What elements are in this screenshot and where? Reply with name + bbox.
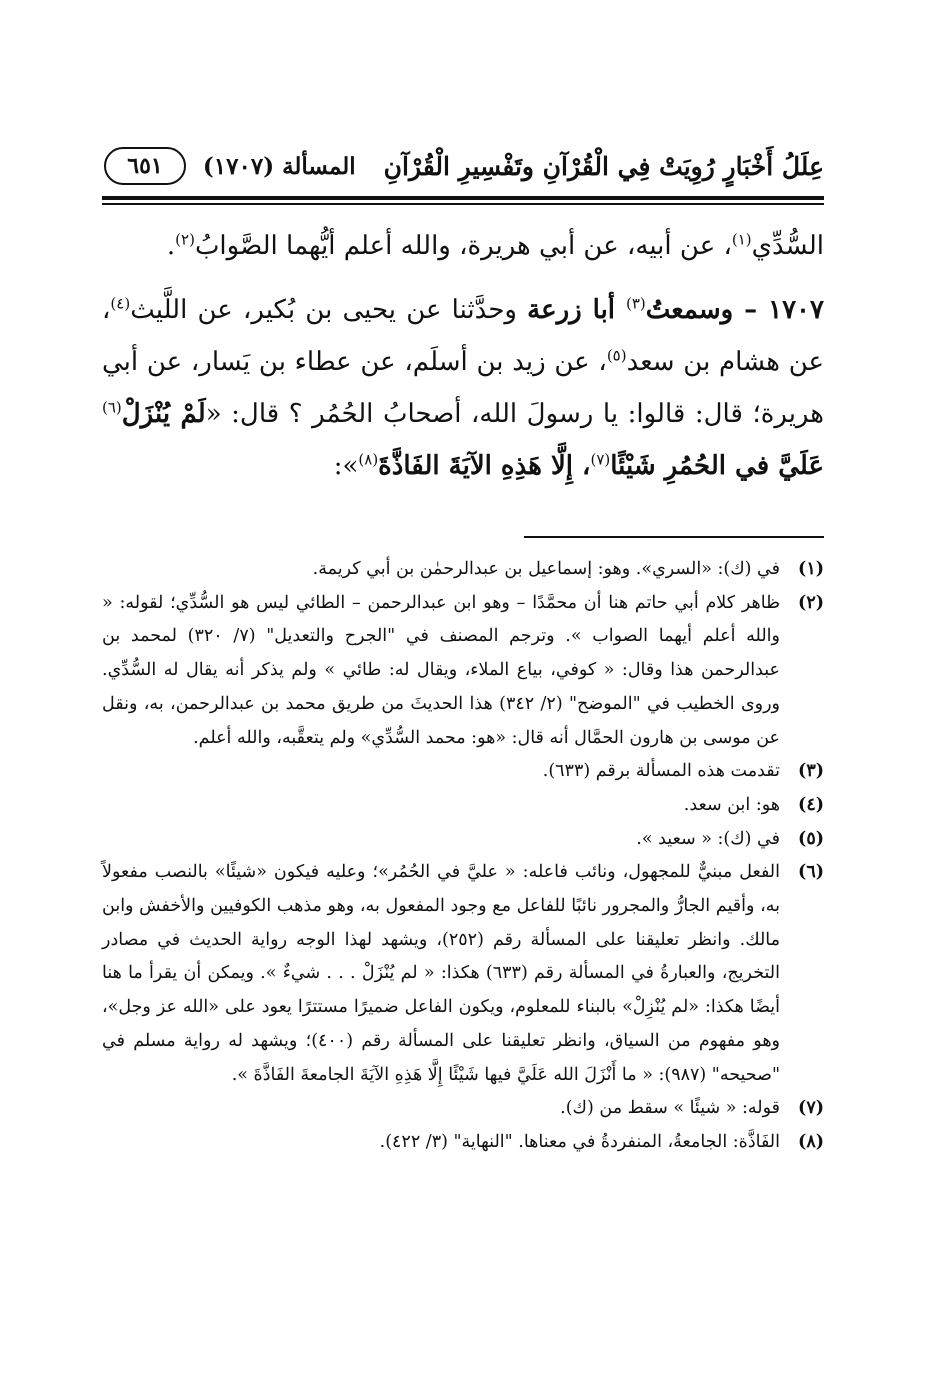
footnote-text: الفعل مبنيٌّ للمجهول، ونائب فاعله: « عليَّ في الحُمُر»؛ وعليه فيكون «شيئًا» بالنصب مفعولاً به، وأقيم الجارُّ والمجرور نائبًا للفاعل مع وجود المفعول به، وهو مذهب الكوفيين والأخفش وابن مالك. وانظر تعليقنا على المسألة رقم (٢٥٢)، ويشهد لهذا الوجه رواية الحديث في مصادر التخريج، والعبارةُ في المسألة رقم (٦٣٣) هكذا: « لم يُنْزَلْ . . . شيءٌ ». ويمكن أن يقرأ ما هنا أيضًا هكذا: «لم يُنْزِلْ» بالبناء للمعلوم، ويكون الفاعل ضميرًا مستترًا يعود على «الله عز وجل»، وهو مفهوم من السياق، وانظر تعليقنا على المسألة رقم (٤٠٠)؛ ويشهد له رواية مسلم في "صحيحه" (٩٨٧): « ما أَنْزَلَ الله عَلَيَّ فيها شَيْئًا إِلَّا هَذِهِ الآيَةَ الجامعةَ الفَاذَّةَ ».: [102, 862, 781, 1085]
footnote-number: (٣): [798, 761, 824, 782]
footnote-ref-4: (٤): [110, 294, 131, 313]
footnote-number: (٢): [798, 592, 824, 613]
header-rule-thick: [102, 196, 824, 200]
hadith-text: عَلَيَّ في الحُمُرِ شَيْئًا: [610, 451, 824, 481]
hadith-text: ، إِلَّا هَذِهِ الآيَةَ الفَاذَّةَ: [378, 451, 591, 481]
header-titles: [203, 152, 824, 181]
footnotes: [102, 553, 824, 1160]
text-run: .: [166, 231, 176, 261]
narrator-name: أبا زرعة: [527, 295, 626, 325]
footnote-separator: [524, 536, 824, 538]
footnote-ref-5: (٥): [606, 346, 627, 365]
footnote-text: ظاهر كلام أبي حاتم هنا أن محمَّدًا – وهو ابن عبدالرحمن – الطائي ليس هو السُّدِّي؛ لقوله: « والله أعلم أيهما الصواب ». وترجم المصنف في "الجرح والتعديل" (٧/ ٣٢٠) لمحمد بن عبدالرحمن هذا وقال: « كوفي، بياع الملاء، ويقال له: طائي » ولم يذكر أنه يقال له السُّدِّي. وروى الخطيب في "الموضح" (٢/ ٣٤٢) هذا الحديثَ من طريق محمد بن عبدالرحمن، به، ونقل عن موسى بن هارون الحمَّال أنه قال: «هو: محمد السُّدِّي» ولم يتعقَّبه، والله أعلم.: [102, 592, 780, 748]
hadith-text: لَمْ يُنْزَلْ: [121, 399, 206, 429]
footnote-text: قوله: « شيئًا » سقط من (ك).: [560, 1098, 780, 1119]
footnote-text: هو: ابن سعد.: [683, 794, 780, 815]
footnote-8: [102, 1126, 824, 1160]
footnote-text: تقدمت هذه المسألة برقم (٦٣٣).: [542, 761, 780, 782]
footnote-ref-1: (١): [731, 230, 752, 249]
footnote-text: في (ك): « سعيد ».: [636, 828, 780, 849]
footnote-5: [102, 823, 824, 857]
text-run: ، عن هشام بن سعد: [102, 295, 825, 377]
footnote-ref-2: (٢): [175, 230, 195, 249]
page-header: [104, 140, 824, 192]
text-run: السُّدِّي: [751, 231, 824, 261]
footnote-ref-3: (٣): [625, 294, 646, 313]
main-text: [102, 220, 824, 492]
text-run: – وسمعتُ: [645, 295, 769, 325]
footnote-2: [102, 587, 824, 756]
footnote-6: [102, 856, 824, 1092]
footnote-number: (٨): [798, 1131, 824, 1152]
footnote-number: (٦): [798, 862, 824, 883]
footnote-ref-6: (٦): [102, 398, 122, 417]
footnote-number: (٤): [798, 794, 824, 815]
footnote-text: الفَاذَّة: الجامعةُ، المنفردةُ في معناها. "النهاية" (٣/ ٤٢٢).: [379, 1131, 780, 1152]
footnote-number: (٥): [798, 828, 824, 849]
text-run: »:: [333, 451, 359, 481]
entry-number: ١٧٠٧: [768, 295, 824, 325]
page-number-badge: ٦٥١: [104, 147, 186, 185]
footnote-7: [102, 1092, 824, 1126]
footnote-number: (١): [798, 559, 824, 579]
main-paragraph-continuation: [102, 220, 824, 272]
footnote-4: [102, 789, 824, 823]
issue-label: المسألة (١٧٠٧): [202, 152, 356, 180]
footnote-ref-8: (٨): [358, 450, 379, 469]
footnote-1: [102, 553, 824, 587]
footnote-ref-7: (٧): [590, 450, 611, 469]
footnote-text: في (ك): «السري». وهو: إسماعيل بن عبدالرحمٰن بن أبي كريمة.: [312, 559, 780, 579]
footnote-number: (٧): [798, 1098, 824, 1119]
main-entry-1707: [102, 284, 824, 492]
text-run: ، عن زيد بن أسلَم، عن عطاء بن يَسار، عن أبي هريرة؛ قال: قالوا: يا رسولَ الله، أصحابُ الحُمُر ؟ قال: «: [102, 347, 824, 429]
book-title: عِلَلُ أَخْبَارٍ رُوِيَتْ فِي الْقُرْآنِ وتَفْسِيرِ الْقُرْآنِ: [383, 151, 824, 181]
footnote-3: [102, 755, 824, 789]
text-run: ، عن أبيه، عن أبي هريرة، والله أعلم أيُّهما الصَّوابُ: [194, 231, 732, 261]
text-run: وحدَّثنا عن يحيى بن بُكير، عن اللَّيث: [130, 295, 528, 325]
header-rule-thin: [102, 203, 824, 205]
